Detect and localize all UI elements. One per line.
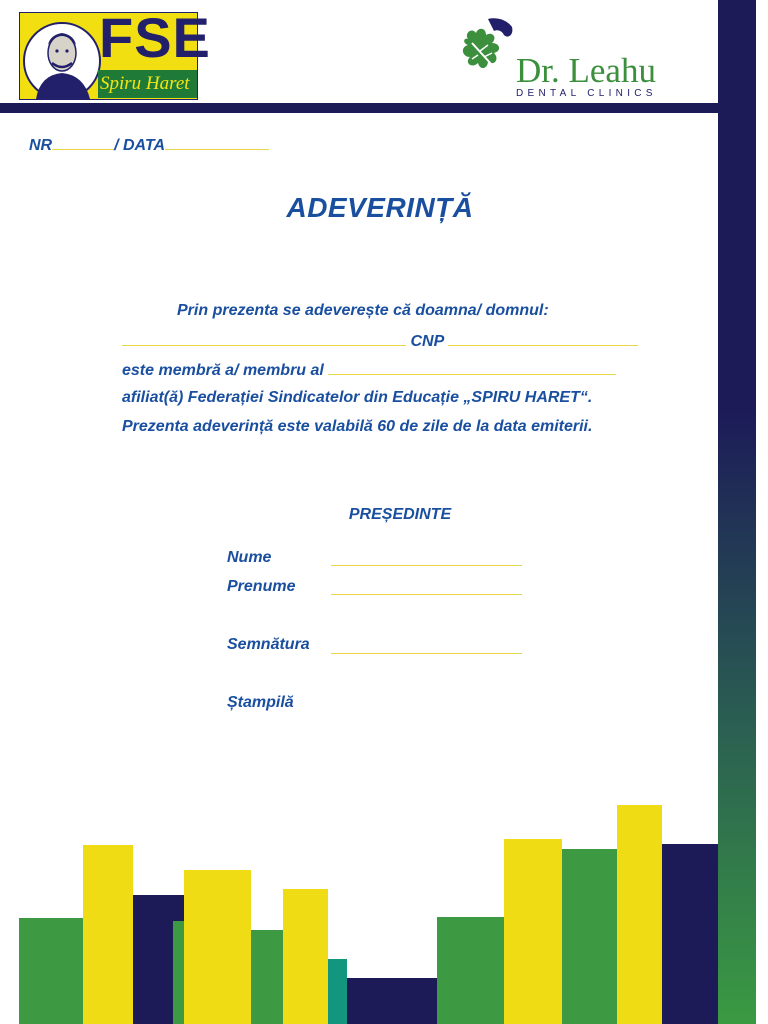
deco-block	[328, 959, 347, 1024]
fse-logo-text: FSE	[99, 6, 211, 69]
deco-block	[184, 870, 251, 1024]
deco-block	[83, 845, 133, 1024]
president-heading: PREȘEDINTE	[348, 506, 452, 523]
deco-block	[283, 889, 328, 1024]
deco-block	[251, 930, 283, 1024]
prenume-label: Prenume	[227, 578, 296, 595]
deco-block	[19, 918, 83, 1024]
fse-logo-subtitle: Spiru Haret	[100, 73, 190, 94]
data-label: / DATA	[114, 137, 166, 154]
clinic-subtitle: DENTAL CLINICS	[516, 88, 657, 99]
deco-block	[617, 805, 662, 1024]
deco-block	[173, 921, 185, 1024]
affiliation-text: afiliat(ă) Federației Sindicatelor din Educație „SPIRU HARET“.	[122, 389, 593, 406]
deco-block	[347, 978, 437, 1024]
validity-text: Prezenta adeverință este valabilă 60 de zile de la data emiterii.	[122, 418, 593, 435]
nume-label: Nume	[227, 549, 272, 566]
nr-label: NR	[29, 137, 53, 154]
deco-block	[662, 844, 718, 1024]
stampila-label: Ștampilă	[227, 694, 294, 711]
deco-block	[504, 839, 562, 1024]
member-label: este membră a/ membru al	[122, 362, 324, 379]
semnatura-label: Semnătura	[227, 636, 310, 653]
cnp-label: CNP	[410, 333, 444, 350]
intro-text: Prin prezenta se adeverește că doamna/ domnul:	[177, 302, 549, 319]
deco-block	[562, 849, 617, 1024]
deco-block	[437, 917, 504, 1024]
clinic-name: Dr. Leahu	[516, 51, 656, 90]
document-title: ADEVERINȚĂ	[286, 192, 474, 223]
